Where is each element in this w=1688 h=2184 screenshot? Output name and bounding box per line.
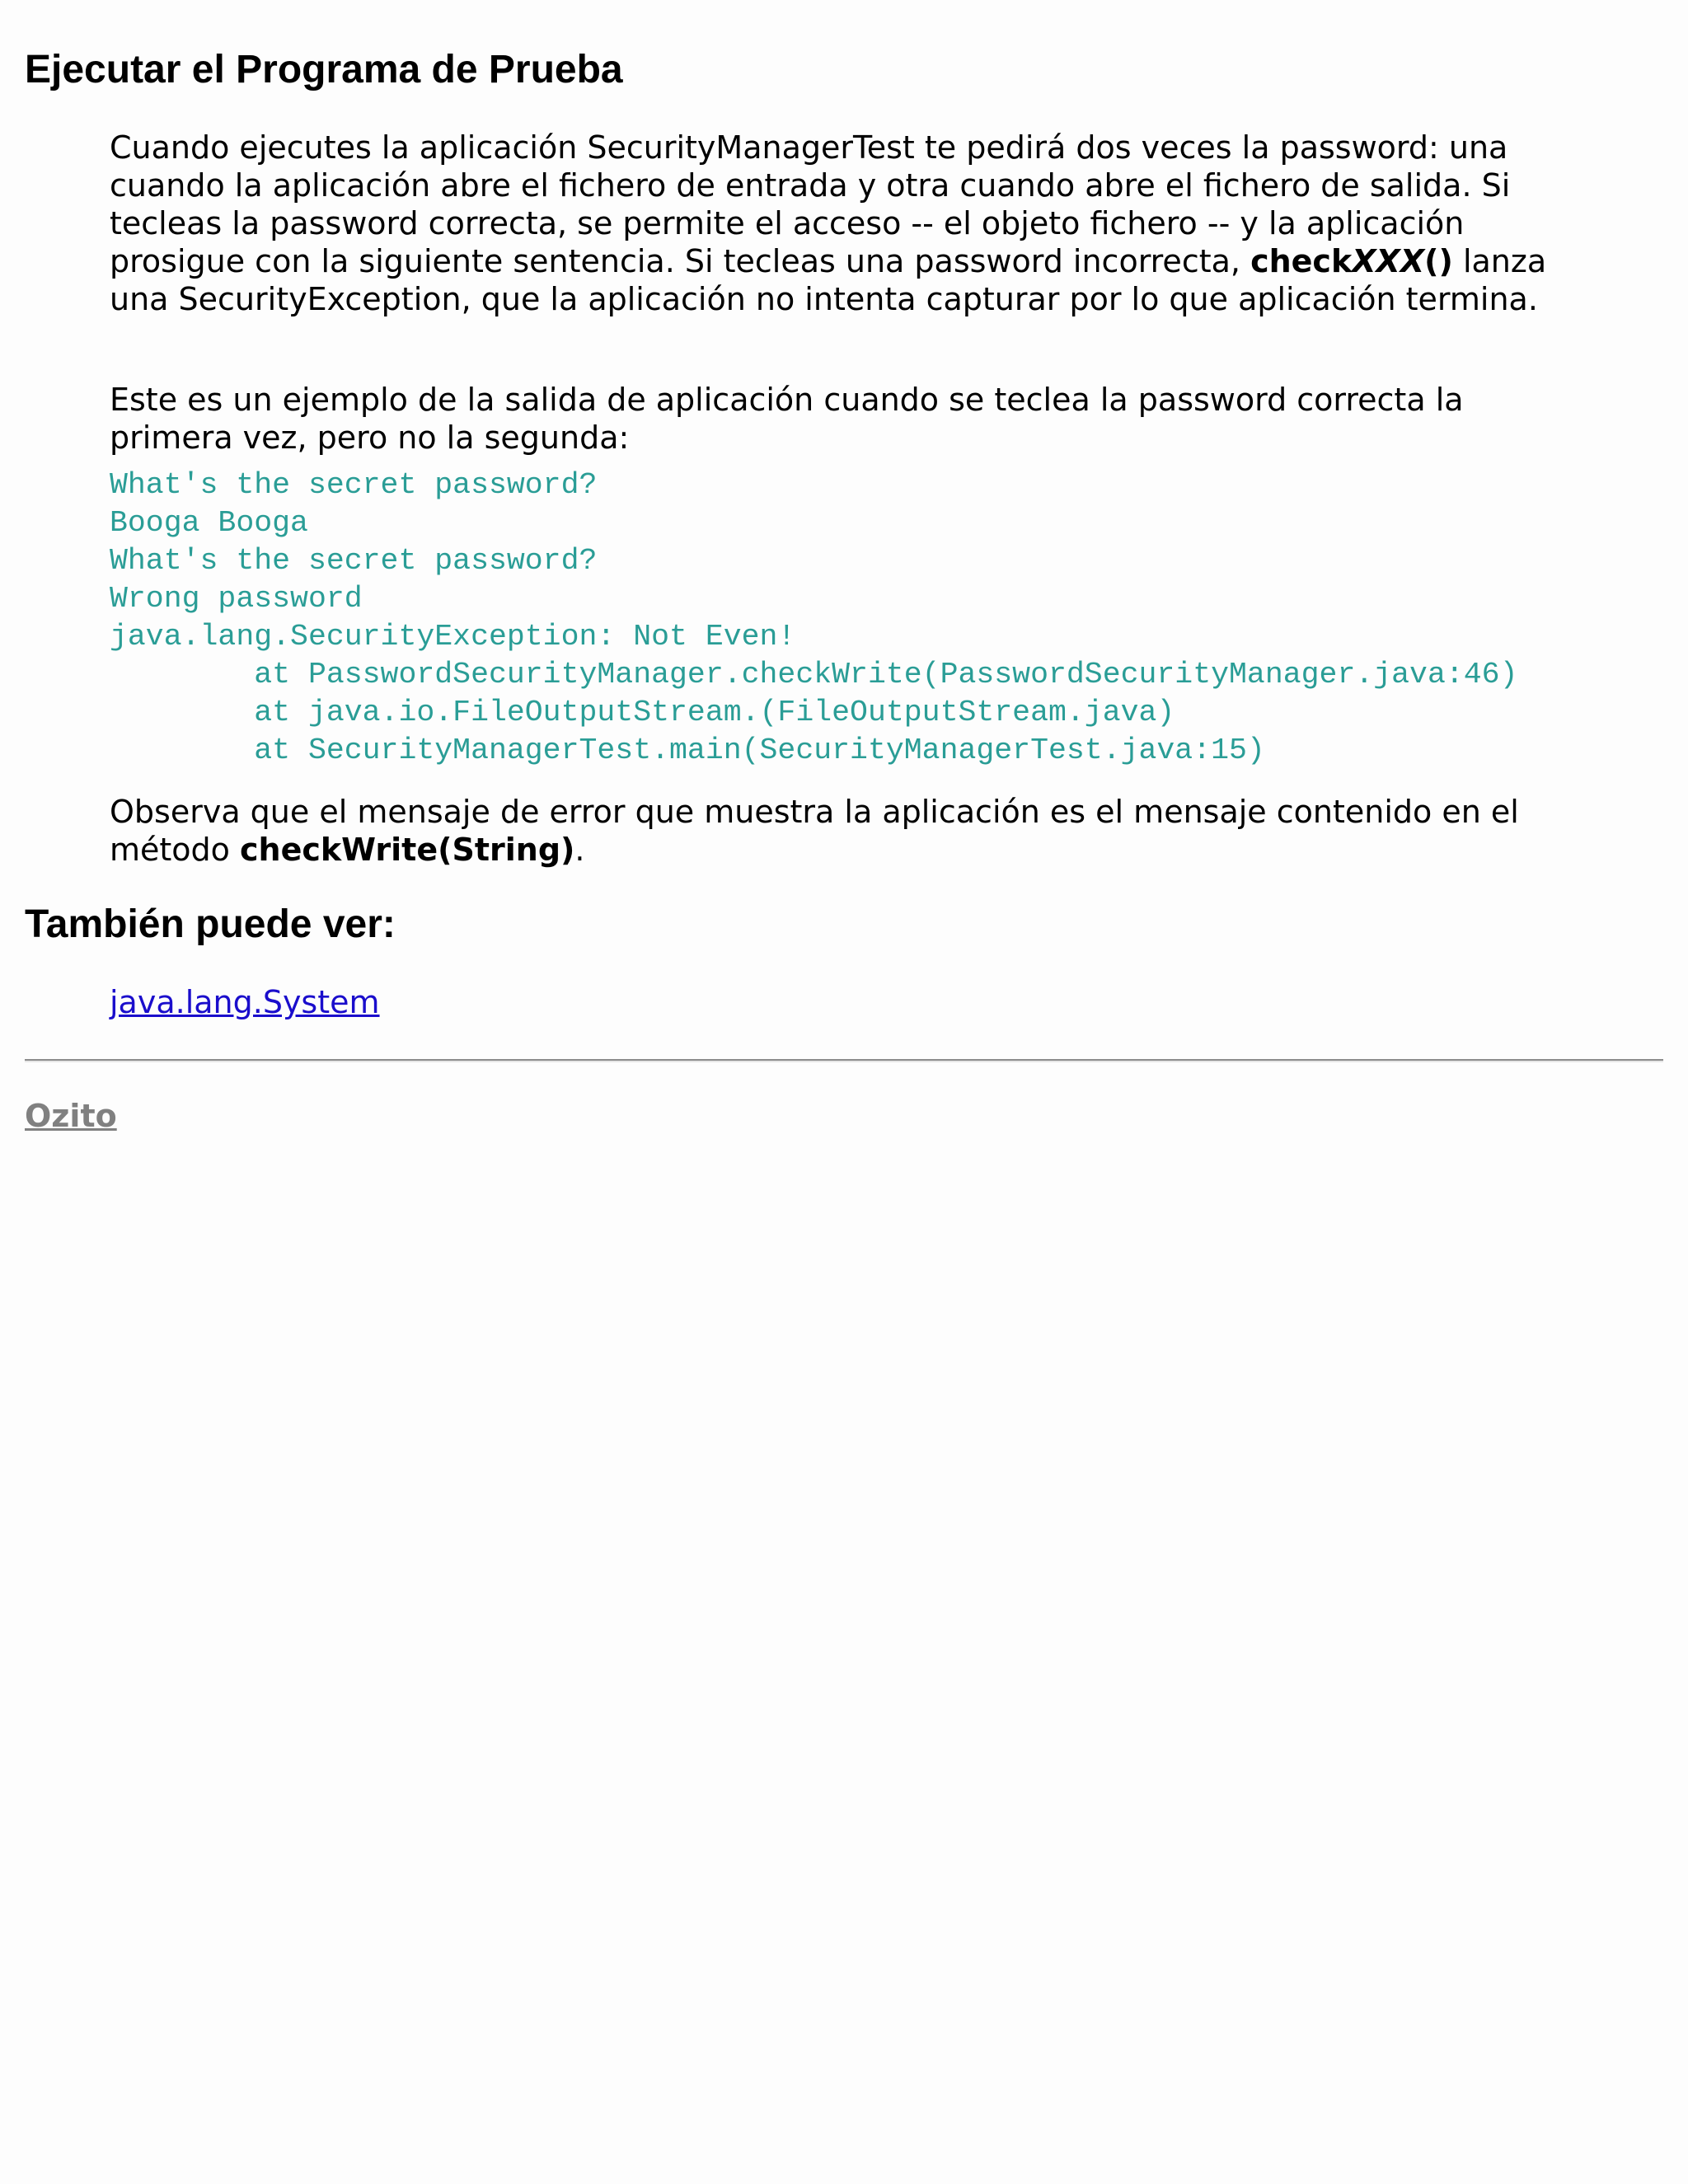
- method-name-checkxxx: checkXXX(): [1250, 243, 1453, 279]
- error-note-text-a: Observa que el mensaje de error que muestra la aplicación es el mensaje contenido en el método: [110, 794, 1519, 868]
- error-note-paragraph: [110, 793, 1593, 869]
- horizontal-divider: [25, 1059, 1663, 1062]
- code-line: at java.io.FileOutputStream.(FileOutputStream.java): [110, 696, 1175, 729]
- error-note-text-b: .: [574, 832, 585, 868]
- example-intro-paragraph: Este es un ejemplo de la salida de aplicación cuando se teclea la password correcta la primera vez, pero no la segunda:: [110, 382, 1464, 456]
- method-name-checkwrite: checkWrite(String): [240, 832, 575, 868]
- intro-text-b: lanza una SecurityException, que la aplicación no intenta capturar por lo que aplicación termina.: [110, 243, 1547, 317]
- code-line: What's the secret password?: [110, 468, 598, 502]
- intro-text-a: Cuando ejecutes la aplicación SecurityManagerTest te pedirá dos veces la password: una cuando la aplicación abre el fichero de entrada y otra cuando abre el fichero de salida. Si tecleas la password correcta, se permite el acceso -- el objeto fichero -- y la aplicación prosigue con la siguiente sentencia. Si tecleas una password incorrecta,: [110, 129, 1511, 279]
- see-also-title: También puede ver:: [25, 902, 396, 946]
- code-output-block: [110, 466, 1593, 770]
- section-title: Ejecutar el Programa de Prueba: [25, 48, 623, 91]
- code-line: What's the secret password?: [110, 544, 598, 578]
- intro-paragraph: [110, 129, 1593, 318]
- code-line: Wrong password: [110, 582, 363, 616]
- code-line: at PasswordSecurityManager.checkWrite(PasswordSecurityManager.java:46): [110, 658, 1518, 691]
- code-line: Booga Booga: [110, 506, 308, 540]
- code-line: java.lang.SecurityException: Not Even!: [110, 620, 796, 654]
- java-lang-system-link[interactable]: java.lang.System: [110, 984, 380, 1020]
- code-line: at SecurityManagerTest.main(SecurityManagerTest.java:15): [110, 733, 1265, 767]
- ozito-footer-link[interactable]: Ozito: [25, 1098, 117, 1134]
